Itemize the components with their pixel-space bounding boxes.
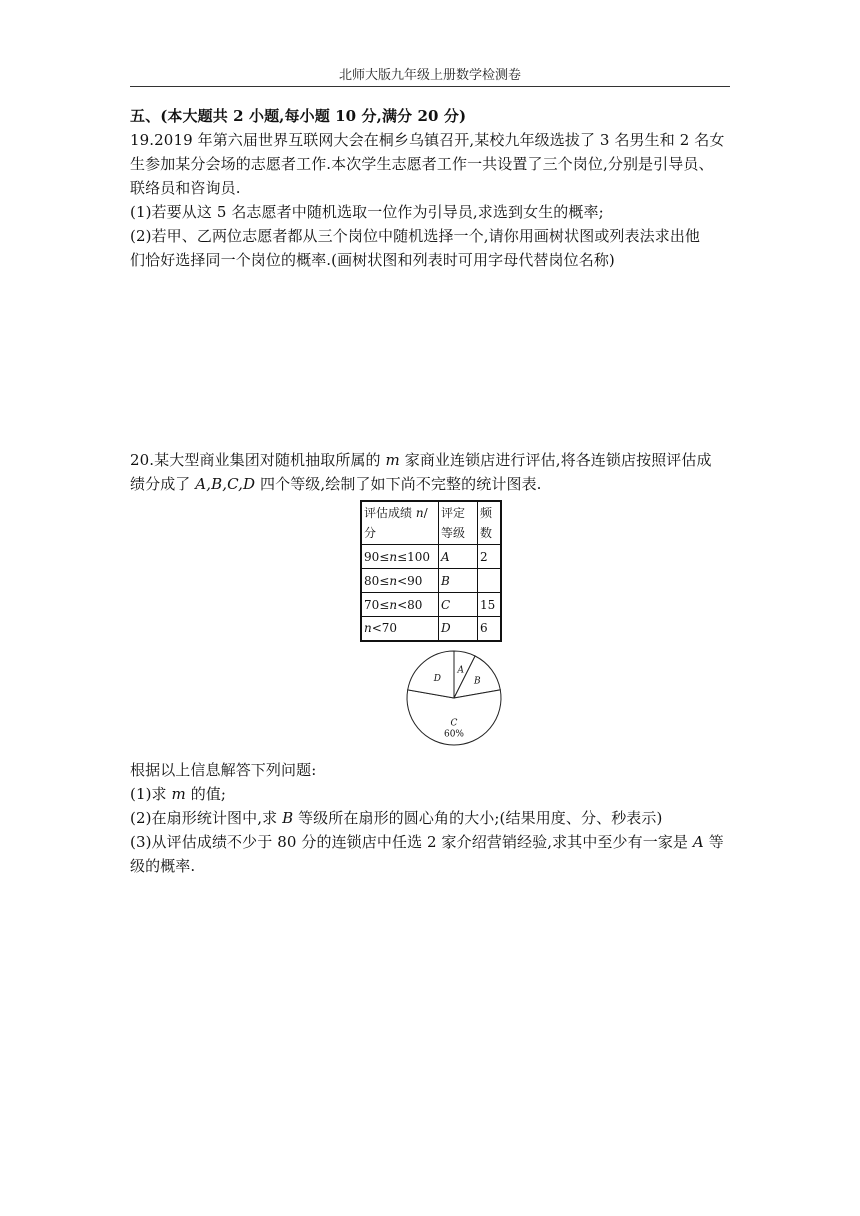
q20-part3-line1 (130, 830, 730, 854)
q20-part2-text: (2)在扇形统计图中,求 (130, 808, 283, 827)
pie-chart-svg (402, 646, 506, 750)
table-header-row (361, 501, 501, 545)
q20-intro: 根据以上信息解答下列问题: (130, 760, 317, 779)
header-freq (478, 501, 502, 545)
pie-percent-c: 60% (443, 729, 465, 739)
section-heading: 五、(本大题共 2 小题,每小题 10 分,满分 20 分) (130, 107, 467, 125)
cell-range (361, 569, 439, 593)
q20-part1-text-end: 的值; (185, 784, 227, 803)
range-a: 90≤ (364, 549, 390, 564)
q19-part2-line2: 们恰好选择同一个岗位的概率.(画树状图和列表时可用字母代替岗位名称) (130, 251, 615, 269)
q20-part3-text: (3)从评估成绩不少于 80 分的连锁店中任选 2 家介绍营销经验,求其中至少有一家是 (130, 832, 693, 851)
range-b: ≤100 (397, 549, 431, 564)
page-content (130, 104, 730, 878)
q20-part1-text: (1)求 (130, 784, 172, 803)
q20-line1-text-end: 家商业连锁店进行评估,将各连锁店按照评估成 (399, 451, 712, 469)
pie-label-c: C (450, 718, 458, 728)
q19-line3: 联络员和咨询员. (130, 179, 241, 197)
q19-line1: 19.2019 年第六届世界互联网大会在桐乡乌镇召开,某校九年级选拔了 3 名男生和 2 名女 (130, 131, 725, 149)
header-grade-line1: 评定 (441, 506, 466, 520)
q20-line2-text-end: 四个等级,绘制了如下尚不完整的统计图表. (255, 475, 542, 493)
grade-table-wrap (360, 500, 730, 642)
header-score (361, 501, 439, 545)
header-freq-line2: 数 (480, 526, 493, 540)
cell-grade (439, 569, 478, 593)
cell-freq: 2 (478, 545, 502, 569)
q20-part1 (130, 782, 730, 806)
range-a: 70≤ (364, 597, 390, 612)
header-grade (439, 501, 478, 545)
cell-freq (478, 569, 502, 593)
q20-part1-var: m (171, 784, 186, 803)
question-19 (130, 128, 730, 272)
cell-freq: 15 (478, 593, 502, 617)
header-freq-line1: 频 (480, 506, 493, 520)
grade-letter: B (441, 573, 450, 588)
q20-var-m: m (385, 451, 400, 469)
q20-line2 (130, 472, 730, 496)
cell-range (361, 617, 439, 641)
header-score-unit: 分 (364, 526, 377, 540)
grade-letter: C (441, 597, 451, 612)
cell-grade (439, 617, 478, 641)
q19-part2-line1: (2)若甲、乙两位志愿者都从三个岗位中随机选择一个,请你用画树状图或列表法求出他 (130, 227, 701, 245)
range-var: n (389, 549, 398, 564)
q20-part3-text-end: 等 (703, 832, 724, 851)
q19-part1: (1)若要从这 5 名志愿者中随机选取一位作为引导员,求选到女生的概率; (130, 203, 604, 221)
q20-part2-text-end: 等级所在扇形的圆心角的大小;(结果用度、分、秒表示) (293, 808, 663, 827)
range-a: 80≤ (364, 573, 390, 588)
grade-letter: A (441, 549, 450, 564)
q20-grade-letters: A,B,C,D (195, 475, 256, 493)
range-var: n (389, 597, 398, 612)
header-grade-line2: 等级 (441, 526, 466, 540)
header-score-var: n (415, 506, 424, 520)
header-rule (130, 86, 730, 87)
q20-part3-var: A (692, 832, 704, 851)
pie-label-a: A (457, 665, 464, 676)
q20-part2-var: B (282, 808, 294, 827)
q20-part3-line2: 级的概率. (130, 856, 196, 875)
q20-line2-text: 绩分成了 (130, 475, 196, 493)
header-score-slash: / (423, 506, 428, 520)
pie-slice-d (408, 651, 454, 698)
range-b: <80 (397, 597, 423, 612)
range-b: <90 (397, 573, 423, 588)
q20-questions (130, 758, 730, 878)
answer-space (130, 272, 730, 448)
pie-label-b: B (474, 676, 481, 687)
q19-line2: 生参加某分会场的志愿者工作.本次学生志愿者工作一共设置了三个岗位,分别是引导员、 (130, 155, 714, 173)
table-row (361, 545, 501, 569)
q20-line1 (130, 448, 730, 472)
q20-part2 (130, 806, 730, 830)
q20-line1-text: 20.某大型商业集团对随机抽取所属的 (130, 451, 386, 469)
grade-table (360, 500, 502, 642)
grade-letter: D (441, 621, 451, 636)
cell-freq: 6 (478, 617, 502, 641)
cell-range (361, 545, 439, 569)
cell-range (361, 593, 439, 617)
range-var: n (364, 621, 372, 636)
range-var: n (389, 573, 398, 588)
pie-label-d: D (433, 673, 441, 684)
cell-grade (439, 545, 478, 569)
page-header: 北师大版九年级上册数学检测卷 (338, 68, 521, 83)
header-score-text: 评估成绩 (364, 506, 416, 520)
range-b: <70 (371, 621, 398, 636)
table-row (361, 593, 501, 617)
table-row (361, 569, 501, 593)
table-row (361, 617, 501, 641)
question-20 (130, 448, 730, 878)
cell-grade (439, 593, 478, 617)
pie-chart (402, 646, 506, 750)
